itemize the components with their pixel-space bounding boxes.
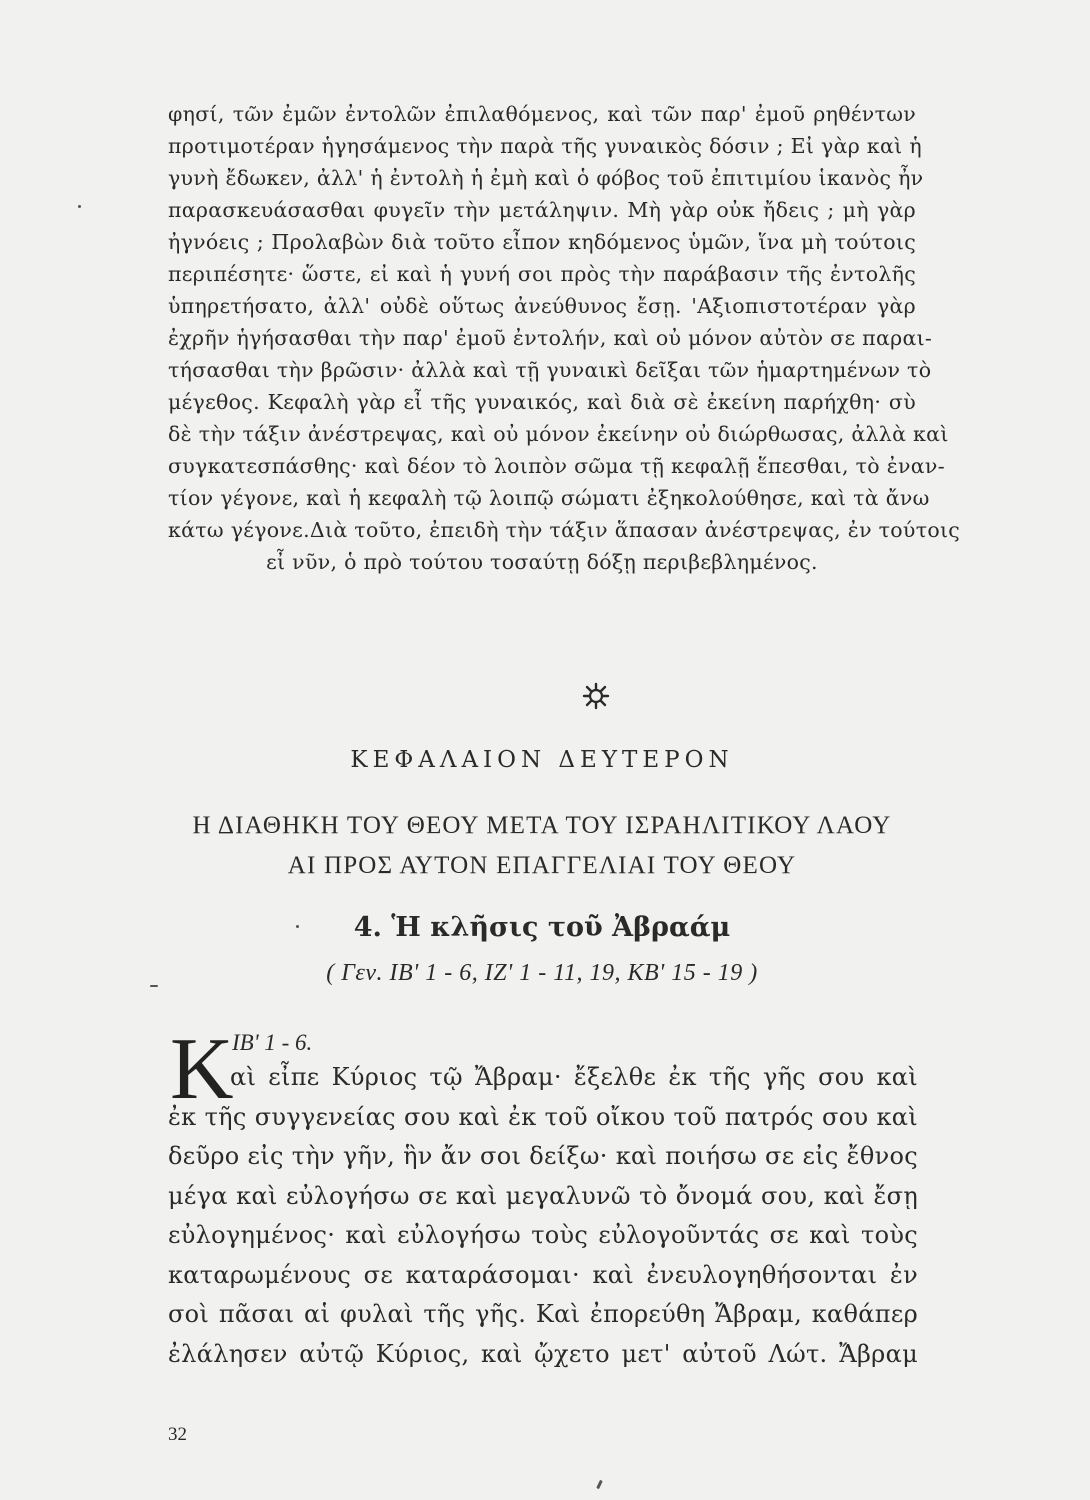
passage-line: εὐλογημένος· καὶ εὐλογήσω τοὺς εὐλογοῦντάς σε καὶ τοὺς xyxy=(168,1221,918,1249)
text-line: παρασκευάσασθαι φυγεῖν τὴν μετάληψιν. Μὴ γὰρ οὐκ ἤδεις ; μὴ γὰρ xyxy=(168,198,916,222)
scan-speck xyxy=(596,1480,603,1489)
passage-line: σοὶ πᾶσαι αἱ φυλαὶ τῆς γῆς. Καὶ ἐπορεύθη Ἄβραμ, καθάπερ xyxy=(168,1300,918,1328)
text-line: κάτω γέγονε.Διὰ τοῦτο, ἐπειδὴ τὴν τάξιν ἅπασαν ἀνέστρεψας, ἐν τούτοις xyxy=(168,518,961,542)
passage-line: δεῦρο εἰς τὴν γῆν, ἣν ἄν σοι δείξω· καὶ ποιήσω σε εἰς ἔθνος xyxy=(168,1142,918,1170)
text-line: τήσασθαι τὴν βρῶσιν· ἀλλὰ καὶ τῇ γυναικὶ δεῖξαι τῶν ἡμαρτημένων τὸ xyxy=(168,358,932,382)
text-line: προτιμοτέραν ἡγησάμενος τὴν παρὰ τῆς γυναικὸς δόσιν ; Εἰ γὰρ καὶ ἡ xyxy=(168,134,922,158)
drop-cap: Κ xyxy=(170,1021,234,1118)
previous-section-text xyxy=(168,98,961,578)
text-line: ἐχρῆν ἡγήσασθαι τὴν παρ' ἐμοῦ ἐντολήν, καὶ οὐ μόνον αὐτὸν σε παραι- xyxy=(168,326,933,350)
verse-reference: ΙΒ' 1 - 6. xyxy=(232,1030,313,1055)
chapter-title-line: Η ΔΙΑΘΗΚΗ ΤΟΥ ΘΕΟΥ ΜΕΤΑ ΤΟΥ ΙΣΡΑΗΛΙΤΙΚΟΥ ΛΑΟΥ xyxy=(192,812,892,839)
text-line: γυνὴ ἔδωκεν, ἀλλ' ἡ ἐντολὴ ἡ ἐμὴ καὶ ὁ φόβος τοῦ ἐπιτιμίου ἱκανὸς ἦν xyxy=(168,166,924,190)
chapter-title-line: ΑΙ ΠΡΟΣ ΑΥΤΟΝ ΕΠΑΓΓΕΛΙΑΙ ΤΟΥ ΘΕΟΥ xyxy=(287,852,797,879)
scan-speck xyxy=(78,205,81,208)
chapter-title xyxy=(168,806,916,886)
scripture-passage xyxy=(168,1058,918,1374)
chapter-label: ΚΕΦΑΛΑΙΟΝ ΔΕΥΤΕΡΟΝ xyxy=(350,747,734,773)
section-heading: 4. Ἡ κλῆσις τοῦ Ἀβραάμ xyxy=(353,912,731,943)
page-number: 32 xyxy=(168,1424,187,1445)
text-line: μέγεθος. Κεφαλὴ γὰρ εἶ τῆς γυναικός, καὶ διὰ σὲ ἐκείνη παρήχθη· σὺ xyxy=(168,390,916,414)
text-line: τίον γέγονε, καὶ ἡ κεφαλὴ τῷ λοιπῷ σώματι ἐξηκολούθησε, καὶ τὰ ἄνω xyxy=(168,486,930,510)
passage-line: καταρωμένους σε καταράσομαι· καὶ ἐνευλογηθήσονται ἐν xyxy=(168,1260,918,1289)
cross-ornament-icon xyxy=(581,681,611,711)
passage-line: μέγα καὶ εὐλογήσω σε καὶ μεγαλυνῶ τὸ ὄνομά σου, καὶ ἔσῃ xyxy=(168,1181,918,1210)
text-line: φησί, τῶν ἐμῶν ἐντολῶν ἐπιλαθόμενος, καὶ τῶν παρ' ἐμοῦ ρηθέντων xyxy=(168,102,916,126)
text-line: περιπέσητε· ὥστε, εἰ καὶ ἡ γυνή σοι πρὸς τὴν παράβασιν τῆς ἐντολῆς xyxy=(168,262,916,286)
text-line: ὑπηρετήσατο, ἀλλ' οὐδὲ οὕτως ἀνεύθυνος ἔσῃ. 'Αξιοπιστοτέραν γὰρ xyxy=(168,294,916,318)
passage-line: ἐκ τῆς συγγενείας σου καὶ ἐκ τοῦ οἴκου τοῦ πατρός σου καὶ xyxy=(168,1102,918,1131)
section-scripture-reference: ( Γεν. ΙΒ' 1 - 6, ΙΖ' 1 - 11, 19, ΚΒ' 15 - 19 ) xyxy=(326,960,758,986)
passage-line: ἐλάλησεν αὐτῷ Κύριος, καὶ ᾤχετο μετ' αὐτοῦ Λώτ. Ἄβραμ xyxy=(168,1339,918,1368)
text-line: συγκατεσπάσθης· καὶ δέον τὸ λοιπὸν σῶμα τῇ κεφαλῇ ἕπεσθαι, τὸ ἐναν- xyxy=(168,454,945,478)
text-line: ἠγνόεις ; Προλαβὼν διὰ τοῦτο εἶπον κηδόμενος ὑμῶν, ἵνα μὴ τούτοις xyxy=(168,230,916,254)
text-line: δὲ τὴν τάξιν ἀνέστρεψας, καὶ οὐ μόνον ἐκείνην οὐ διώρθωσας, ἀλλὰ καὶ xyxy=(168,422,949,446)
scan-speck xyxy=(150,985,158,987)
scan-speck xyxy=(296,925,299,928)
passage-line: αὶ εἶπε Κύριος τῷ Ἄβραμ· ἔξελθε ἐκ τῆς γῆς σου καὶ xyxy=(230,1063,918,1091)
text-line: εἶ νῦν, ὁ πρὸ τούτου τοσαύτῃ δόξῃ περιβεβλημένος. xyxy=(266,550,818,574)
